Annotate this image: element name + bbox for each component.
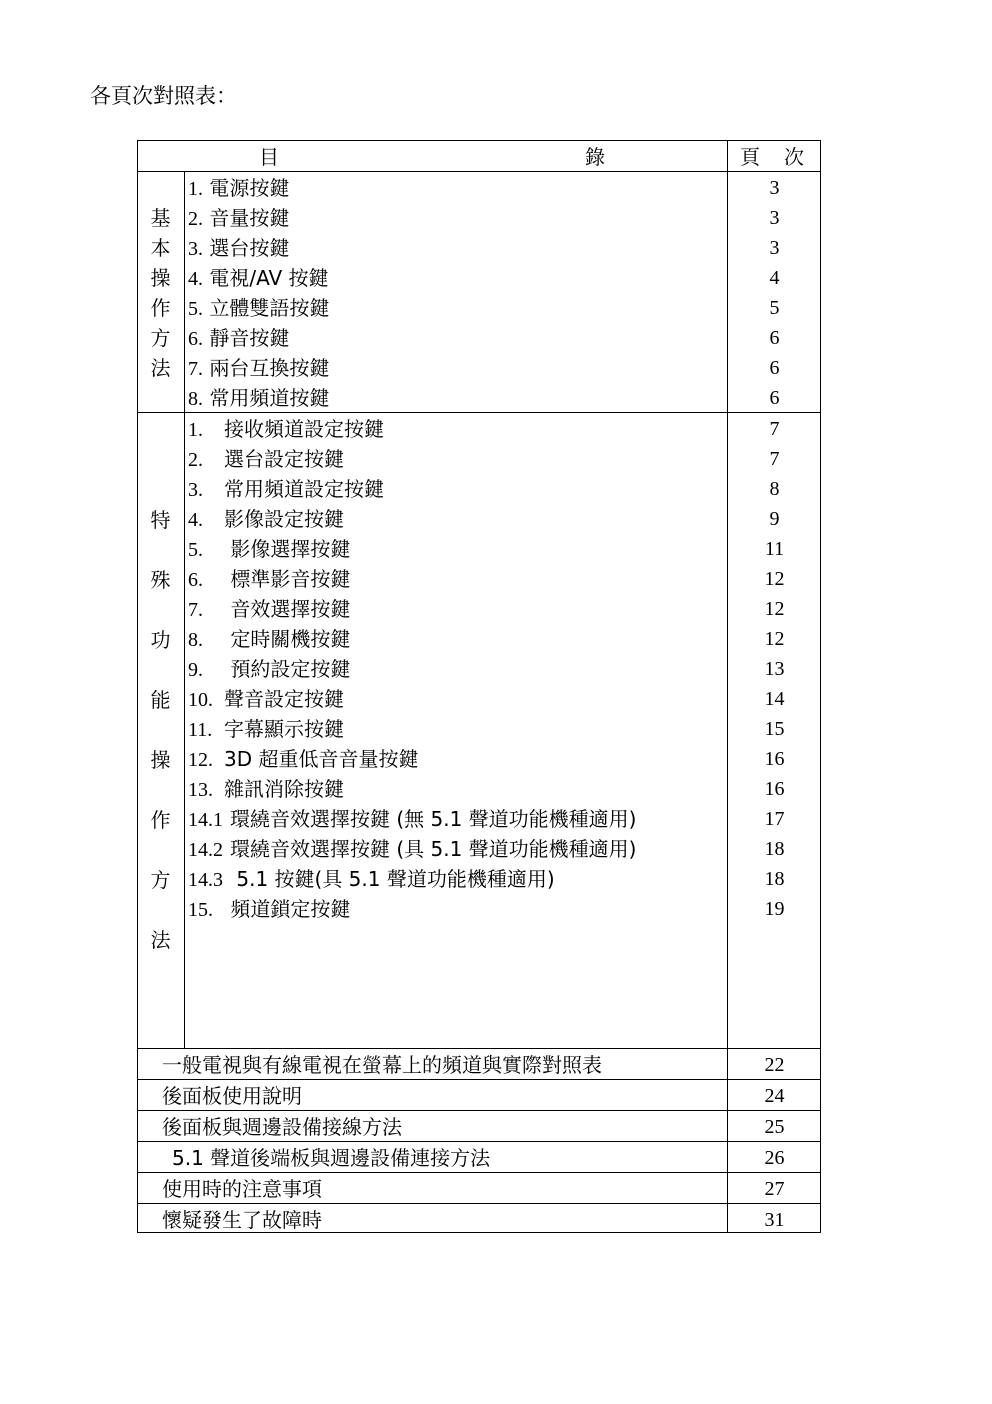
category-char: 特 (150, 508, 171, 532)
toc-item (188, 804, 636, 835)
item-number: 2. (188, 449, 203, 471)
appendix-row-page: 25 (764, 1116, 785, 1138)
header-contents-right: 錄 (585, 145, 605, 169)
item-number: 8. (188, 388, 203, 410)
category-char: 方 (150, 326, 171, 350)
item-page: 12 (764, 628, 785, 650)
toc-item (188, 594, 350, 625)
item-label: 立體雙語按鍵 (209, 296, 330, 320)
appendix-row-page: 22 (764, 1054, 785, 1076)
category-char: 作 (150, 296, 171, 320)
appendix-row-page: 26 (764, 1147, 785, 1169)
category-char: 法 (150, 928, 171, 952)
item-page: 3 (769, 207, 780, 229)
item-page: 17 (764, 808, 785, 830)
item-page: 15 (764, 718, 785, 740)
appendix-row-page: 31 (764, 1209, 785, 1231)
toc-item (188, 203, 289, 234)
item-label: 字幕顯示按鍵 (224, 717, 344, 741)
item-page: 16 (764, 748, 785, 770)
item-label: 接收頻道設定按鍵 (224, 417, 384, 441)
toc-item (188, 834, 636, 865)
toc-item (188, 564, 350, 595)
item-page: 14 (764, 688, 785, 710)
item-page: 7 (769, 448, 780, 470)
appendix-row-label: 後面板使用說明 (162, 1084, 302, 1108)
item-page: 8 (769, 478, 780, 500)
item-label: 雜訊消除按鍵 (224, 777, 344, 801)
item-number: 10. (188, 689, 213, 711)
toc-item (188, 414, 384, 445)
item-number: 13. (188, 779, 213, 801)
item-label: 常用頻道按鍵 (209, 386, 330, 410)
toc-item (188, 173, 289, 204)
header-page: 頁 次 (740, 145, 806, 169)
item-page: 6 (769, 387, 780, 409)
toc-item (188, 714, 344, 745)
item-page: 3 (769, 177, 780, 199)
category-char: 操 (150, 748, 171, 772)
item-label: 影像選擇按鍵 (224, 537, 351, 561)
item-number: 1. (188, 178, 203, 200)
item-number: 5. (188, 539, 203, 561)
header-contents-left: 目 (259, 145, 279, 169)
appendix-row-label: 後面板與週邊設備接線方法 (162, 1115, 402, 1139)
item-number: 9. (188, 659, 203, 681)
category-char: 操 (150, 266, 171, 290)
category-column-divider (184, 171, 185, 1048)
item-label: 常用頻道設定按鍵 (224, 477, 384, 501)
item-label: 環繞音效選擇按鍵 (具 5.1 聲道功能機種適用) (230, 837, 637, 861)
item-number: 3. (188, 479, 203, 501)
category-char: 能 (150, 688, 171, 712)
item-label: 5.1 按鍵(具 5.1 聲道功能機種適用) (230, 867, 555, 891)
appendix-row-page: 24 (764, 1085, 785, 1107)
item-label: 電視/AV 按鍵 (209, 266, 329, 290)
page-heading: 各頁次對照表： (90, 84, 237, 108)
toc-item (188, 263, 329, 294)
toc-item (188, 894, 350, 925)
item-label: 影像設定按鍵 (224, 507, 344, 531)
item-label: 選台按鍵 (209, 236, 290, 260)
item-label: 定時關機按鍵 (224, 627, 351, 651)
item-number: 14.2 (188, 839, 223, 861)
appendix-row-label: 使用時的注意事項 (162, 1177, 322, 1201)
toc-item (188, 624, 350, 655)
toc-item (188, 293, 329, 324)
item-page: 5 (769, 297, 780, 319)
item-page: 4 (769, 267, 780, 289)
item-number: 5. (188, 298, 203, 320)
toc-item (188, 864, 555, 895)
item-page: 19 (764, 898, 785, 920)
item-number: 4. (188, 509, 203, 531)
item-label: 標準影音按鍵 (224, 567, 351, 591)
item-page: 12 (764, 598, 785, 620)
item-page: 11 (764, 538, 785, 560)
item-number: 7. (188, 358, 203, 380)
toc-item (188, 353, 329, 384)
toc-item (188, 444, 344, 475)
category-char: 本 (150, 236, 171, 260)
toc-item (188, 684, 344, 715)
item-number: 3. (188, 238, 203, 260)
item-number: 2. (188, 208, 203, 230)
appendix-row-label: 5.1 聲道後端板與週邊設備連接方法 (172, 1146, 491, 1170)
appendix-row-label: 懷疑發生了故障時 (162, 1208, 322, 1232)
toc-item (188, 383, 329, 414)
item-page: 18 (764, 868, 785, 890)
toc-item (188, 654, 350, 685)
toc-item (188, 744, 418, 775)
item-number: 7. (188, 599, 203, 621)
item-label: 聲音設定按鍵 (224, 687, 344, 711)
category-char: 作 (150, 808, 171, 832)
item-number: 1. (188, 419, 203, 441)
item-page: 6 (769, 357, 780, 379)
item-label: 音量按鍵 (209, 206, 290, 230)
item-number: 11. (188, 719, 213, 741)
category-char: 法 (150, 356, 171, 380)
section-divider (137, 1048, 821, 1049)
item-label: 電源按鍵 (209, 176, 290, 200)
category-char: 功 (150, 628, 171, 652)
item-label: 環繞音效選擇按鍵 (無 5.1 聲道功能機種適用) (230, 807, 637, 831)
item-number: 4. (188, 268, 203, 290)
item-page: 3 (769, 237, 780, 259)
item-number: 6. (188, 569, 203, 591)
item-number: 12. (188, 749, 213, 771)
item-number: 15. (188, 899, 213, 921)
item-number: 6. (188, 328, 203, 350)
toc-item (188, 323, 289, 354)
item-label: 預約設定按鍵 (224, 657, 351, 681)
toc-item (188, 504, 344, 535)
category-char: 殊 (150, 568, 171, 592)
item-label: 兩台互換按鍵 (209, 356, 330, 380)
category-char: 基 (150, 206, 171, 230)
category-char: 方 (150, 868, 171, 892)
appendix-row-label: 一般電視與有線電視在螢幕上的頻道與實際對照表 (162, 1053, 602, 1077)
item-page: 7 (769, 418, 780, 440)
item-page: 9 (769, 508, 780, 530)
appendix-row-page: 27 (764, 1178, 785, 1200)
item-page: 12 (764, 568, 785, 590)
toc-item (188, 233, 289, 264)
toc-item (188, 474, 384, 505)
item-page: 6 (769, 327, 780, 349)
item-label: 靜音按鍵 (209, 326, 290, 350)
item-page: 13 (764, 658, 785, 680)
toc-item (188, 534, 350, 565)
header-divider (137, 171, 821, 172)
item-number: 14.1 (188, 809, 223, 831)
item-label: 選台設定按鍵 (224, 447, 344, 471)
item-page: 16 (764, 778, 785, 800)
toc-item (188, 774, 344, 805)
item-label: 音效選擇按鍵 (224, 597, 351, 621)
item-label: 3D 超重低音音量按鍵 (224, 747, 419, 771)
item-number: 8. (188, 629, 203, 651)
item-label: 頻道鎖定按鍵 (224, 897, 351, 921)
item-page: 18 (764, 838, 785, 860)
item-number: 14.3 (188, 869, 223, 891)
